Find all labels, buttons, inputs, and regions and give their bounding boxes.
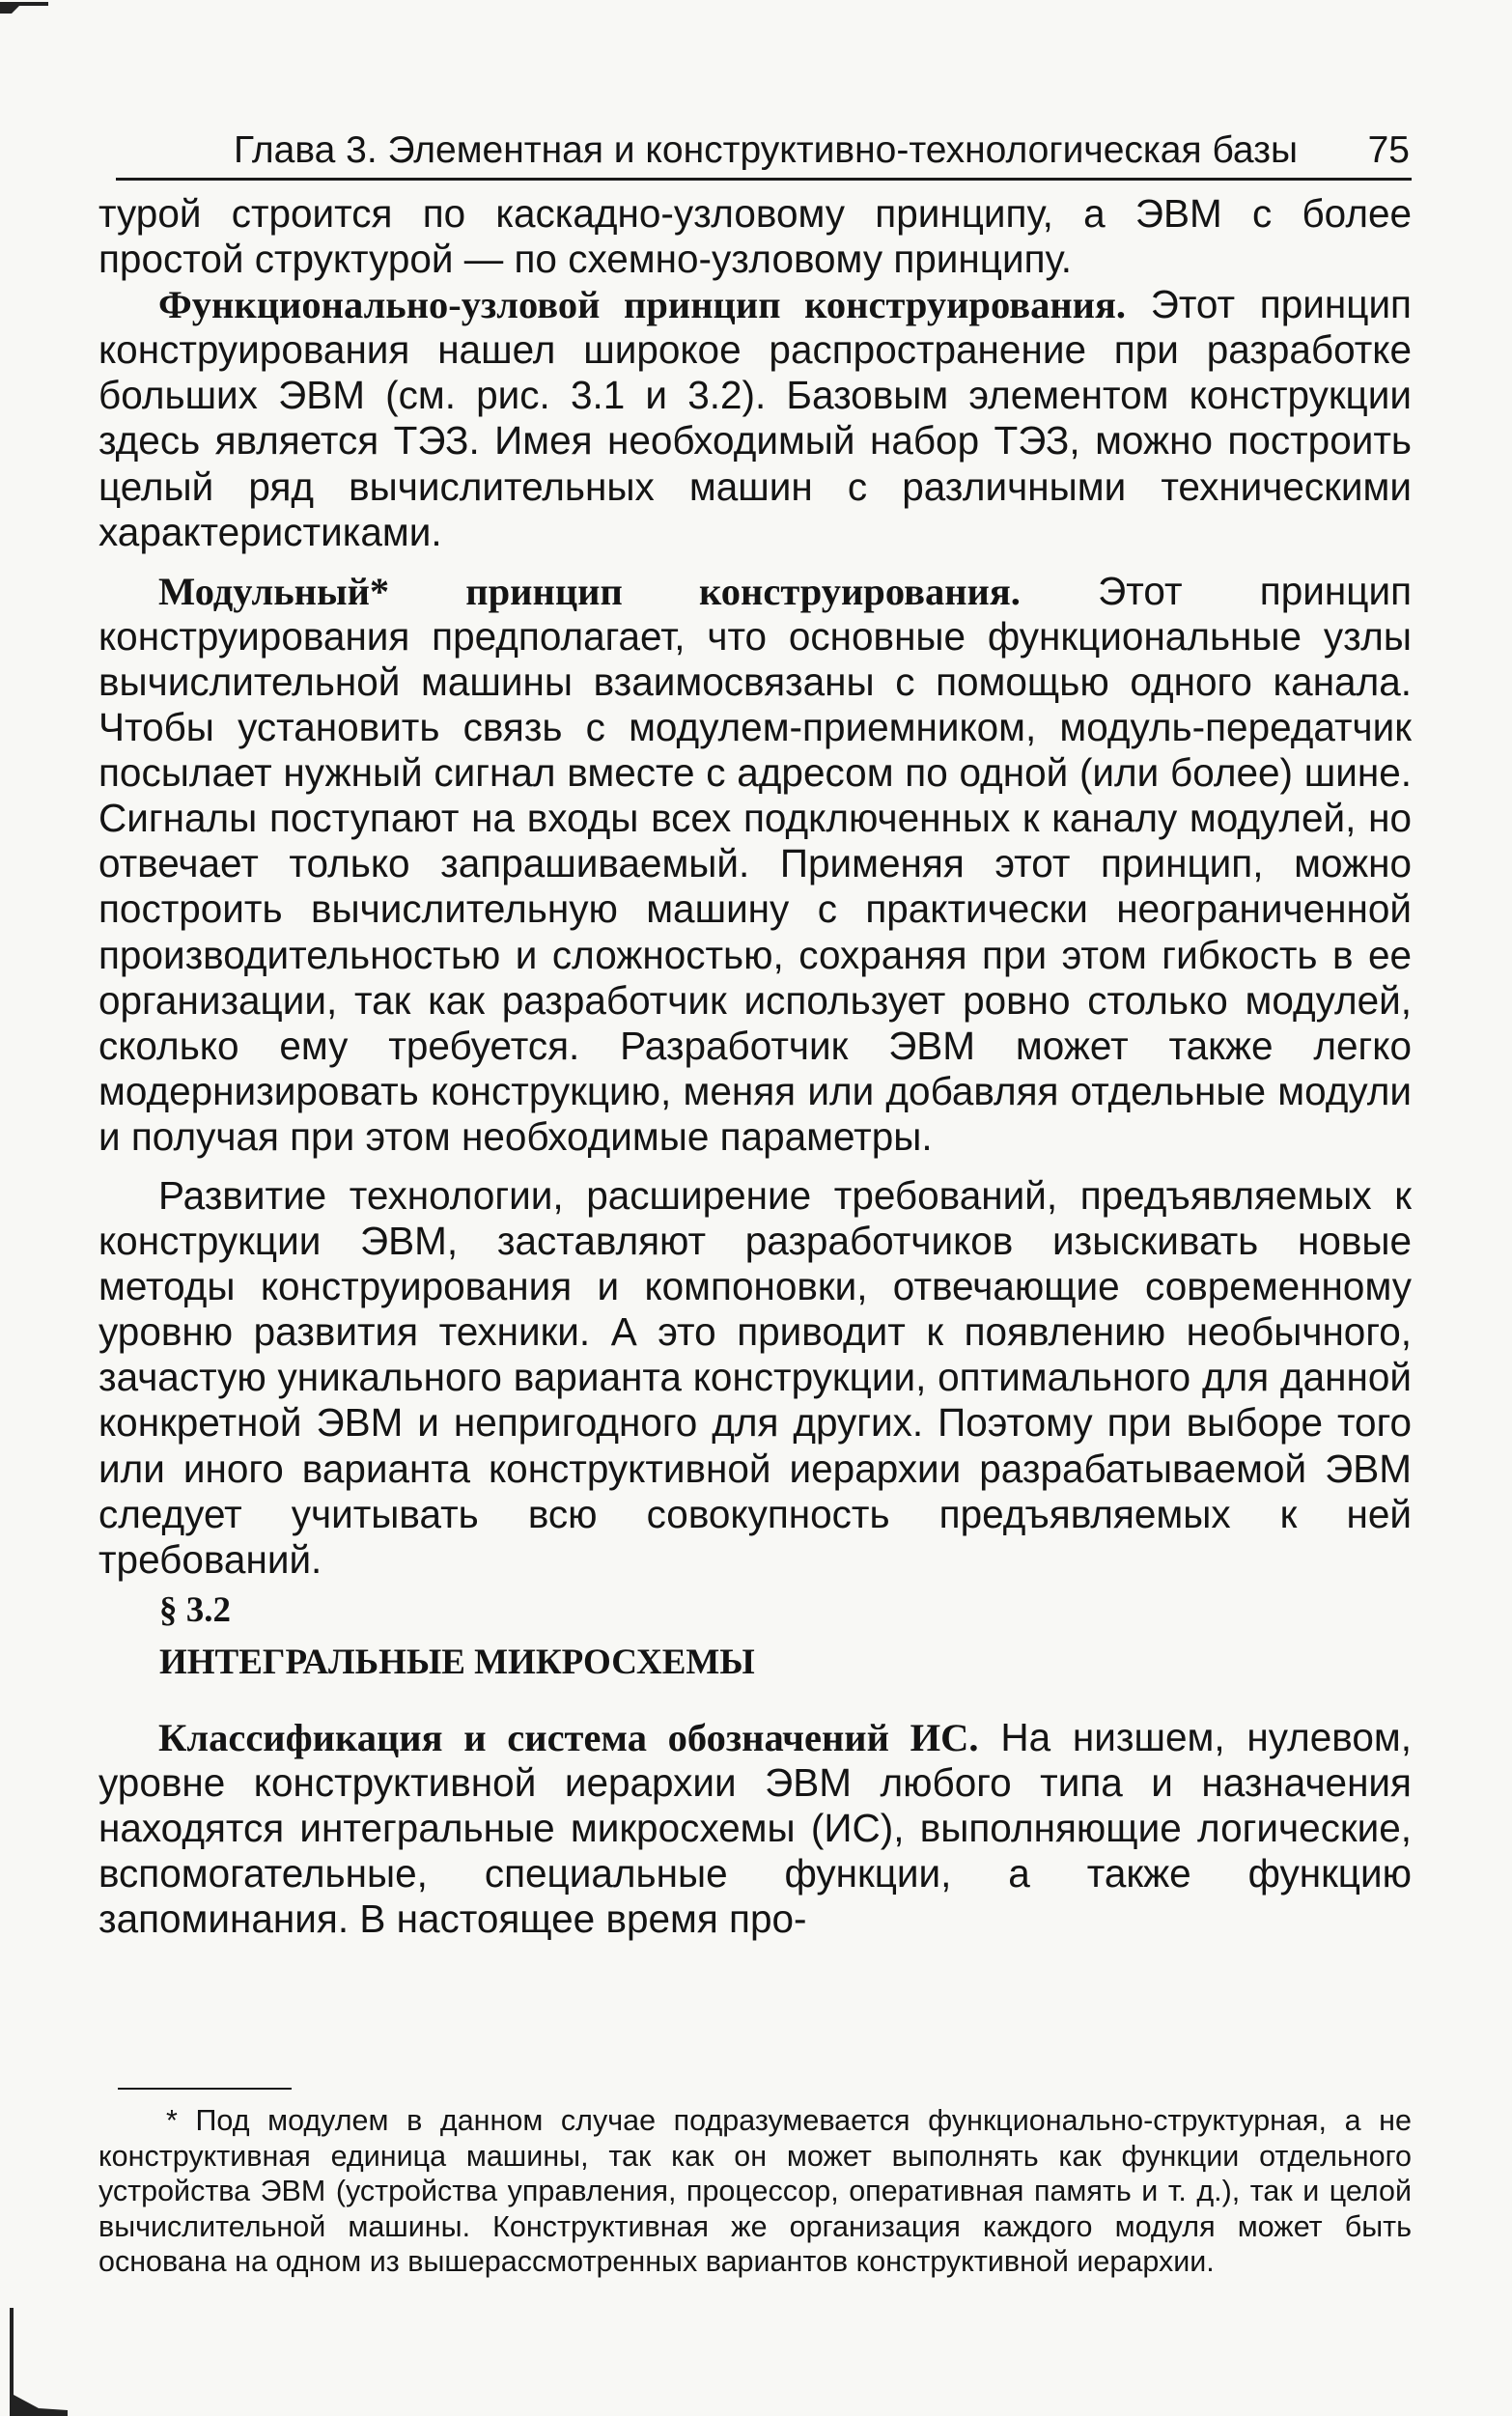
- header-rule: [116, 178, 1412, 181]
- footnote-rule: [118, 2088, 292, 2090]
- section-title: ИНТЕГРАЛЬНЫЕ МИКРОСХЕМЫ: [159, 1643, 755, 1682]
- paragraph-text: Этот принцип конструирования предполагает, что основные функциональные узлы вычислительной машины взаимосвязаны с помощью одного канала. Чтобы установить связь с модулем-приемником, модуль-передатчик посылает нужный сигнал вместе с адресом по одной (или более) шине. Сигналы поступают на входы всех подключенных к каналу модулей, но отвечает только запрашиваемый. Применяя этот принцип, можно построить вычислительную машину с практически неограниченной производительностью и сложностью, сохраняя при этом гибкость в ее организации, так как разработчик использует ровно столько модулей, сколько ему требуется. Разработчик ЭВМ может также легко модернизировать конструкцию, меняя или добавляя отдельные модули и получая при этом необходимые параметры.: [98, 568, 1413, 1159]
- section-body: [98, 1715, 1412, 1942]
- paragraph-continued: [98, 191, 1412, 282]
- paragraph-text: Развитие технологии, расширение требований, предъявляемых к конструкции ЭВМ, заставляют разработчиков изыскивать новые методы конструирования и компоновки, отвечающие современному уровню развития техники. А это приводит к появлению необычного, зачастую уникального варианта конструкции, оптимального для данной конкретной ЭВМ и непригодного для других. Поэтому при выборе того или иного варианта конструктивной иерархии разрабатываемой ЭВМ следует учитывать всю совокупность предъявляемых к ней требований.: [98, 1172, 1412, 1582]
- paragraph-classification: [98, 1715, 1412, 1942]
- footnote-text: * Под модулем в данном случае подразумевается функционально-структурная, а не конструктивная единица машины, так как он может выполнять как функции отдельного устройства ЭВМ (устройства управления, процессор, оперативная память и т. д.), так и целой вычислительной машины. Конструктивная же организация каждого модуля может быть основана на одном из вышерассмотренных вариантов конструктивной иерархии.: [98, 2104, 1412, 2278]
- scan-artifact-top: [0, 0, 58, 15]
- paragraph-text: На низшем, нулевом, уровне конструктивной иерархии ЭВМ любого типа и назначения находятся интегральные микросхемы (ИС), выполняющие логические, вспомогательные, специальные функции, а также функцию запоминания. В настоящее время про-: [98, 1715, 1412, 1942]
- paragraph-technology: [98, 1173, 1412, 1583]
- footnote: [98, 2103, 1412, 2280]
- page-number: 75: [1367, 129, 1410, 171]
- body-text: [98, 191, 1412, 1583]
- section-number: § 3.2: [159, 1590, 231, 1630]
- chapter-title: Глава 3. Элементная и конструктивно-технологическая базы: [234, 129, 1299, 171]
- paragraph-text: Этот принцип конструирования нашел широкое распространение при разработке больших ЭВМ (см. рис. 3.1 и 3.2). Базовым элементом конструкции здесь является ТЭЗ. Имея необходимый набор ТЭЗ, можно построить целый ряд вычислительных машин с различными техническими характеристиками.: [98, 282, 1412, 554]
- paragraph-heading: Функционально-узловой принцип конструирования.: [158, 283, 1127, 327]
- scan-artifact-bottom: [0, 2308, 87, 2416]
- paragraph-heading: Модульный* принцип конструирования.: [158, 569, 1021, 613]
- paragraph-heading: Классификация и система обозначений ИС.: [158, 1716, 979, 1759]
- paragraph-functional-node: [98, 282, 1412, 555]
- paragraph-text: турой строится по каскадно-узловому принципу, а ЭВМ с более простой структурой — по схемно-узловому принципу.: [98, 191, 1412, 282]
- running-header: [234, 118, 1410, 172]
- paragraph-modular: [98, 569, 1412, 1160]
